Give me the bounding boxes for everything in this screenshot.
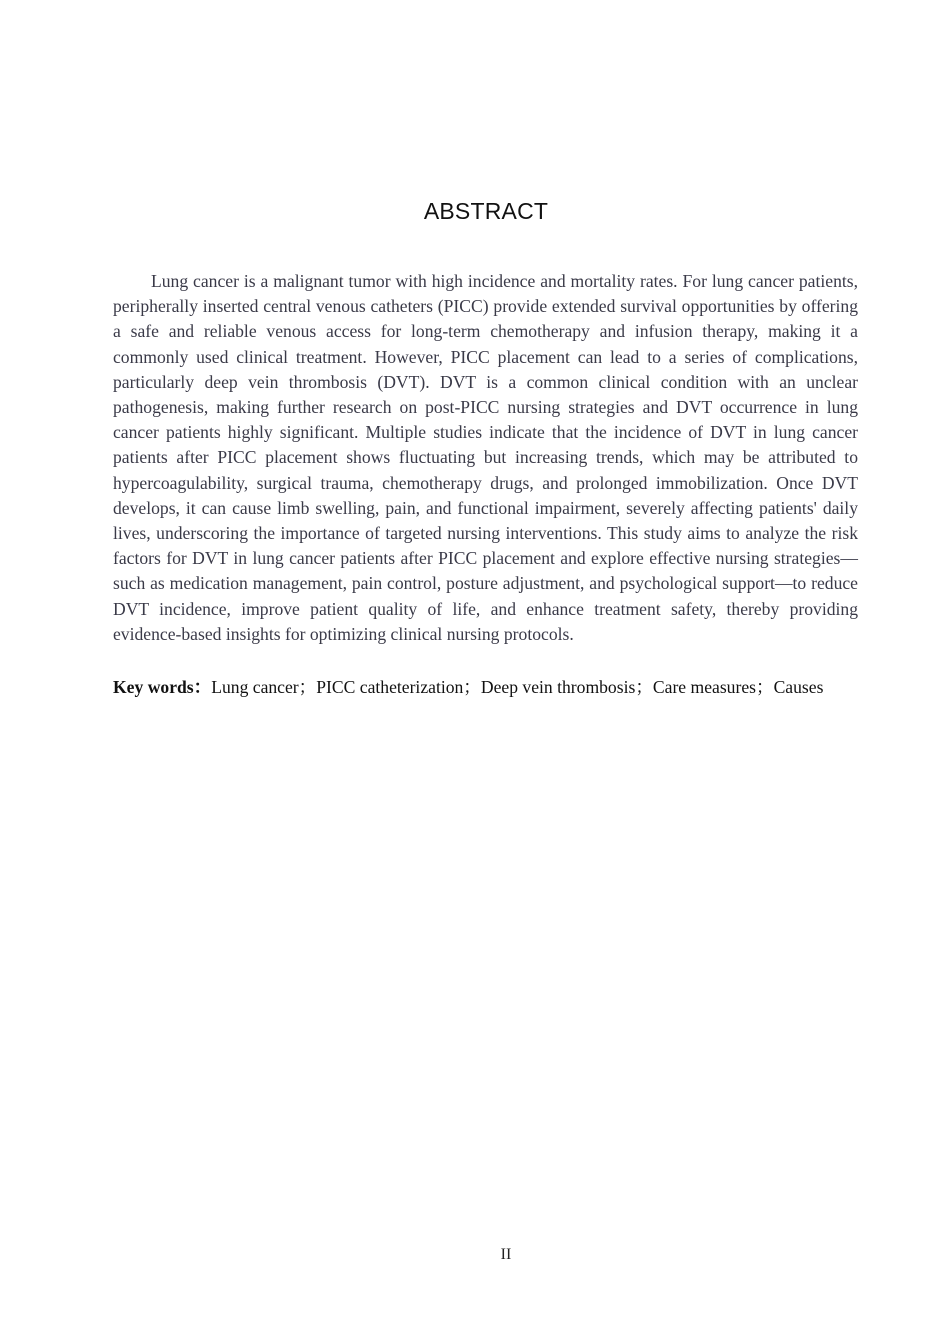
abstract-title: ABSTRACT	[423, 198, 549, 224]
keywords-label: Key words：	[113, 677, 212, 697]
page-number: II	[500, 1246, 512, 1263]
abstract-body: Lung cancer is a malignant tumor with high incidence and mortality rates. For lung cancer patients, peripherally inserted central venous catheters (PICC) provide extended survival opportunities by offering a safe and reliable venous access for long-term chemotherapy and infusion therapy, making it a commonly used clinical treatment. However, PICC placement can lead to a series of complications, particularly deep vein thrombosis (DVT). DVT is a common clinical condition with an unclear pathogenesis, making further research on post-PICC nursing strategies and DVT occurrence in lung cancer patients highly significant. Multiple studies indicate that the incidence of DVT in lung cancer patients after PICC placement shows fluctuating but increasing trends, which may be attributed to hypercoagulability, surgical trauma, chemotherapy drugs, and prolonged immobilization. Once DVT develops, it can cause limb swelling, pain, and functional impairment, severely affecting patients' daily lives, underscoring the importance of targeted nursing interventions. This study aims to analyze the risk factors for DVT in lung cancer patients after PICC placement and explore effective nursing strategies—such as medication management, pain control, posture adjustment, and psychological support—to reduce DVT incidence, improve patient quality of life, and enhance treatment safety, thereby providing evidence-based insights for optimizing clinical nursing protocols.	[113, 271, 858, 644]
keywords-text: Lung cancer；PICC catheterization；Deep vein thrombosis；Care measures；Causes	[211, 677, 824, 697]
keywords-line	[113, 675, 858, 700]
